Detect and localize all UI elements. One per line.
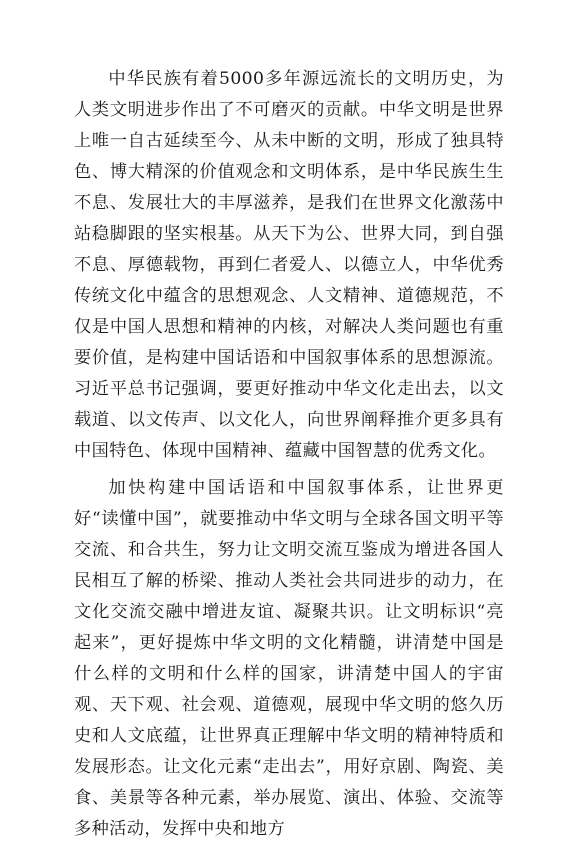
paragraph-2: 加快构建中国话语和中国叙事体系，让世界更好“读懂中国”，就要推动中华文明与全球各国文明平等交流、和合共生，努力让文明交流互鉴成为增进各国人民相互了解的桥梁、推动人类社会共同进步的动力，在文化交流交融中增进友谊、凝聚共识。让文明标识“亮起来”，更好提炼中华文明的文化精髓，讲清楚中国是什么样的文明和什么样的国家，讲清楚中国人的宇宙观、天下观、社会观、道德观，展现中华文明的悠久历史和人文底蕴，让世界真正理解中华文明的精神特质和发展形态。让文化元素“走出去”，用好京剧、陶瓷、美食、美景等各种元素，举办展览、演出、体验、交流等多种活动，发挥中央和地方 bbox=[74, 478, 504, 839]
paragraph-1: 中华民族有着5000多年源远流长的文明历史，为人类文明进步作出了不可磨灭的贡献。中华文明是世界上唯一自古延续至今、从未中断的文明，形成了独具特色、博大精深的价值观念和文明体系，是中华民族生生不息、发展壮大的丰厚滋养，是我们在世界文化激荡中站稳脚跟的坚实根基。从天下为公、世界大同，到自强不息、厚德载物，再到仁者爱人、以德立人，中华优秀传统文化中蕴含的思想观念、人文精神、道德规范，不仅是中国人思想和精神的内核，对解决人类问题也有重要价值，是构建中国话语和中国叙事体系的思想源流。习近平总书记强调，要更好推动中华文化走出去，以文载道、以文传声、以文化人，向世界阐释推介更多具有中国特色、体现中国精神、蕴藏中国智慧的优秀文化。 bbox=[74, 69, 504, 461]
document-page bbox=[74, 64, 504, 845]
